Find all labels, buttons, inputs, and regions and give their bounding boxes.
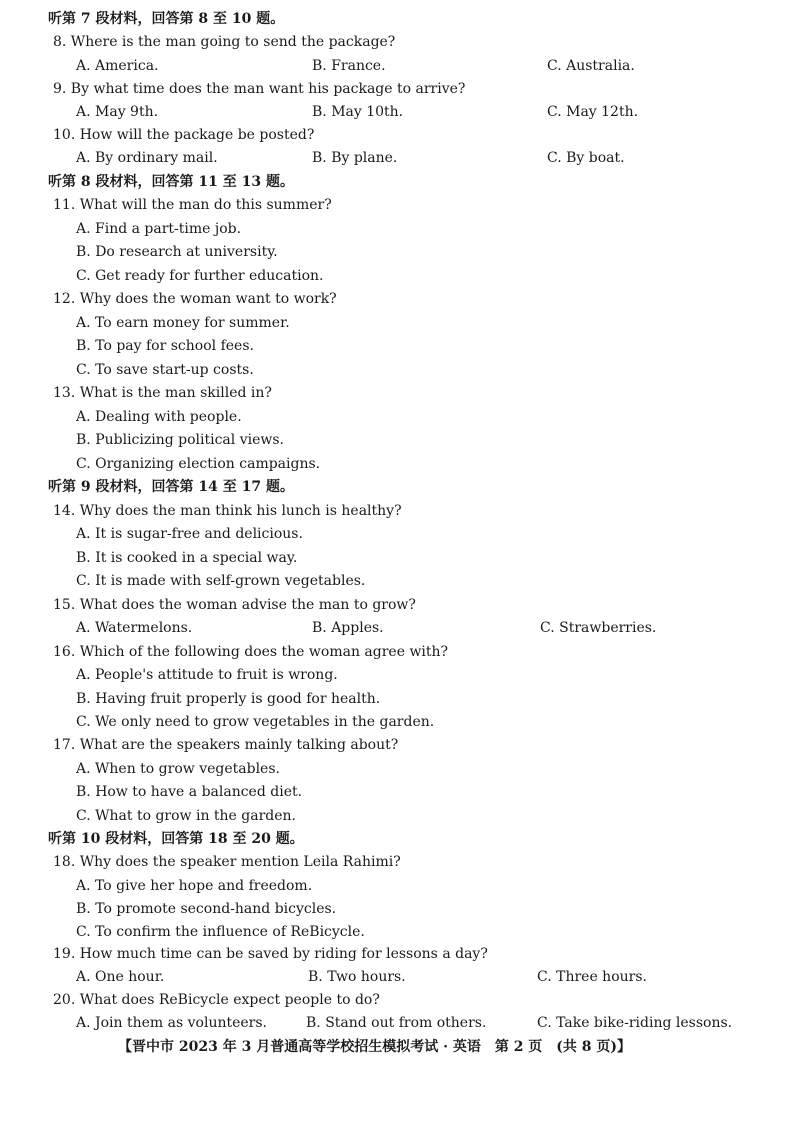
option-text: C. To save start-up costs. bbox=[76, 362, 254, 378]
option-b bbox=[0, 335, 800, 357]
question-20 bbox=[0, 989, 800, 1011]
option-text: A. When to grow vegetables. bbox=[76, 761, 280, 777]
question-17 bbox=[0, 734, 800, 756]
option-a: A. One hour. bbox=[76, 969, 165, 985]
options-row bbox=[0, 101, 800, 123]
question-text: 15. What does the woman advise the man to grow? bbox=[53, 597, 416, 613]
option-text: A. It is sugar-free and delicious. bbox=[76, 526, 303, 542]
question-14 bbox=[0, 500, 800, 522]
option-a: A. By ordinary mail. bbox=[76, 150, 218, 166]
question-text: 14. Why does the man think his lunch is healthy? bbox=[53, 503, 402, 519]
question-text: 13. What is the man skilled in? bbox=[53, 385, 272, 401]
section-heading bbox=[0, 171, 800, 193]
options-row bbox=[0, 617, 800, 639]
option-b: B. By plane. bbox=[312, 150, 398, 166]
options-row bbox=[0, 966, 800, 988]
option-text: A. Dealing with people. bbox=[76, 409, 242, 425]
option-a: A. Watermelons. bbox=[76, 620, 193, 636]
option-b: B. Two hours. bbox=[308, 969, 406, 985]
question-16 bbox=[0, 641, 800, 663]
question-9 bbox=[0, 78, 800, 100]
option-text: C. It is made with self-grown vegetables. bbox=[76, 573, 366, 589]
option-b: B. May 10th. bbox=[312, 104, 404, 120]
option-c bbox=[0, 805, 800, 827]
options-row bbox=[0, 147, 800, 169]
question-15 bbox=[0, 594, 800, 616]
option-text: B. Having fruit properly is good for health. bbox=[76, 691, 381, 707]
question-8 bbox=[0, 31, 800, 53]
question-text: 10. How will the package be posted? bbox=[53, 127, 315, 143]
option-text: C. What to grow in the garden. bbox=[76, 808, 297, 824]
question-11 bbox=[0, 194, 800, 216]
option-text: A. People's attitude to fruit is wrong. bbox=[76, 667, 338, 683]
option-c bbox=[0, 265, 800, 287]
option-text: C. Organizing election campaigns. bbox=[76, 456, 321, 472]
option-text: A. To give her hope and freedom. bbox=[76, 878, 313, 894]
question-text: 19. How much time can be saved by riding for lessons a day? bbox=[53, 946, 488, 962]
option-c: C. Take bike-riding lessons. bbox=[537, 1015, 733, 1031]
option-c: C. Strawberries. bbox=[540, 620, 657, 636]
section-heading bbox=[0, 828, 800, 850]
option-b bbox=[0, 781, 800, 803]
options-row bbox=[0, 55, 800, 77]
question-text: 16. Which of the following does the woman agree with? bbox=[53, 644, 449, 660]
option-c bbox=[0, 921, 800, 943]
option-a bbox=[0, 758, 800, 780]
option-a bbox=[0, 664, 800, 686]
option-text: B. How to have a balanced diet. bbox=[76, 784, 303, 800]
question-10 bbox=[0, 124, 800, 146]
question-text: 9. By what time does the man want his package to arrive? bbox=[53, 81, 466, 97]
options-row bbox=[0, 1012, 800, 1034]
option-b: B. Stand out from others. bbox=[306, 1015, 487, 1031]
option-c bbox=[0, 359, 800, 381]
option-b bbox=[0, 688, 800, 710]
option-text: B. To pay for school fees. bbox=[76, 338, 254, 354]
question-13 bbox=[0, 382, 800, 404]
option-b bbox=[0, 241, 800, 263]
option-b bbox=[0, 429, 800, 451]
question-19 bbox=[0, 943, 800, 965]
question-12 bbox=[0, 288, 800, 310]
option-c bbox=[0, 570, 800, 592]
section-10-heading: 听第 10 段材料，回答第 18 至 20 题。 bbox=[48, 831, 304, 847]
question-text: 8. Where is the man going to send the package? bbox=[53, 34, 396, 50]
option-text: C. To confirm the influence of ReBicycle. bbox=[76, 924, 365, 940]
section-heading bbox=[0, 8, 800, 30]
option-text: C. Get ready for further education. bbox=[76, 268, 324, 284]
option-a bbox=[0, 218, 800, 240]
option-a bbox=[0, 312, 800, 334]
option-a: A. May 9th. bbox=[76, 104, 159, 120]
option-text: A. To earn money for summer. bbox=[76, 315, 290, 331]
option-c: C. Australia. bbox=[547, 58, 635, 74]
question-text: 17. What are the speakers mainly talking about? bbox=[53, 737, 399, 753]
option-b: B. France. bbox=[312, 58, 386, 74]
option-c bbox=[0, 711, 800, 733]
page-footer bbox=[0, 1036, 800, 1058]
option-text: B. It is cooked in a special way. bbox=[76, 550, 298, 566]
option-text: B. To promote second-hand bicycles. bbox=[76, 901, 337, 917]
footer-text: 【晋中市 2023 年 3 月普通高等学校招生模拟考试 · 英语 第 2 页 (共 8 页)】 bbox=[118, 1039, 632, 1055]
option-a bbox=[0, 875, 800, 897]
option-c: C. Three hours. bbox=[537, 969, 647, 985]
question-text: 20. What does ReBicycle expect people to do? bbox=[53, 992, 380, 1008]
option-b: B. Apples. bbox=[312, 620, 384, 636]
option-b bbox=[0, 898, 800, 920]
section-8-heading: 听第 8 段材料，回答第 11 至 13 题。 bbox=[48, 174, 294, 190]
option-c: C. May 12th. bbox=[547, 104, 639, 120]
section-9-heading: 听第 9 段材料，回答第 14 至 17 题。 bbox=[48, 479, 294, 495]
option-a: A. America. bbox=[76, 58, 159, 74]
option-text: B. Do research at university. bbox=[76, 244, 278, 260]
option-text: B. Publicizing political views. bbox=[76, 432, 284, 448]
option-b bbox=[0, 547, 800, 569]
question-18 bbox=[0, 851, 800, 873]
section-heading bbox=[0, 476, 800, 498]
question-text: 11. What will the man do this summer? bbox=[53, 197, 332, 213]
option-a bbox=[0, 523, 800, 545]
question-text: 18. Why does the speaker mention Leila Rahimi? bbox=[53, 854, 401, 870]
option-c: C. By boat. bbox=[547, 150, 625, 166]
question-text: 12. Why does the woman want to work? bbox=[53, 291, 337, 307]
section-7-heading: 听第 7 段材料，回答第 8 至 10 题。 bbox=[48, 11, 285, 27]
option-text: A. Find a part-time job. bbox=[76, 221, 242, 237]
option-a bbox=[0, 406, 800, 428]
option-a: A. Join them as volunteers. bbox=[76, 1015, 268, 1031]
option-text: C. We only need to grow vegetables in the garden. bbox=[76, 714, 435, 730]
option-c bbox=[0, 453, 800, 475]
